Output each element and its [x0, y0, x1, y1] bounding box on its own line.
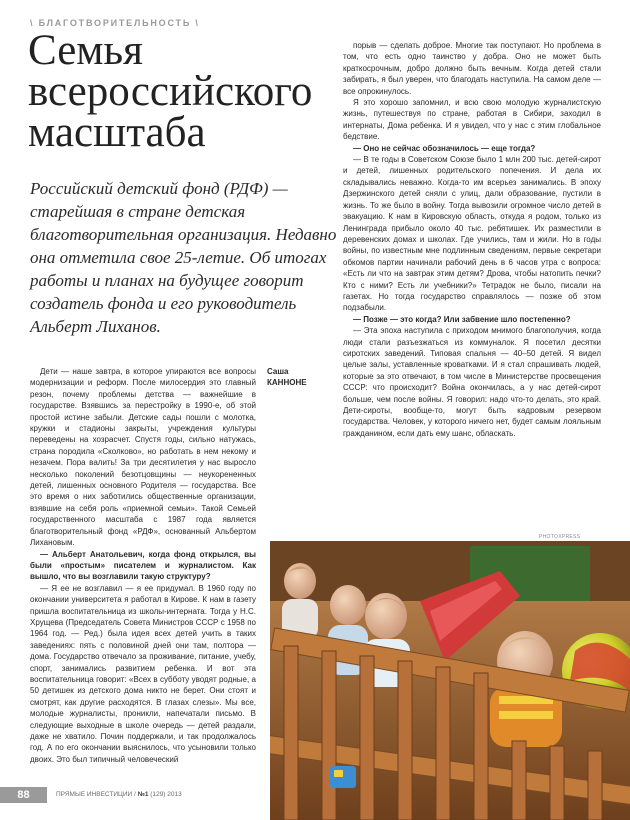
author-byline — [267, 366, 307, 388]
column-right — [343, 40, 601, 439]
issue-number: №1 — [137, 791, 149, 798]
author-last-name: КАННОНЕ — [267, 378, 307, 387]
page-footer — [0, 787, 260, 803]
interview-question: — Позже — это когда? Или забвение шло постепенно? — [353, 314, 571, 324]
body-paragraph: Я это хорошо запомнил, и всю свою молодую журналистскую жизнь, путешествуя по стране, работая в Сибири, заходил в интернаты, Дома ребенка. И я увидел, что у нас с этим глобальное бедствие. — [343, 98, 601, 142]
body-paragraph: — Я ее не возглавил — я ее придумал. В 1960 году по окончании университета я работал в Кирове. К нам в газету пришла воспитательница из школы-интерната. Тогда у Н.С. Хрущева (Председатель Совета Министров СССР с 1958 по 1964 год. — Ред.) была идея всех детей учить в таких заведениях: пять с половиной дней они там, полтора — дома. Государство отвечало за проживание, питание, учебу, спорт, занимались развитием ребенка. И вот эта воспитательница говорит: «Всех в субботу уводят родные, а 50 детишек из детского дома никто не берет. Они стоят и смотрят, как другие расходятся. В глазах слезы». Мы все, молодые журналисты, проникли, напечатали письмо. В следующие выходные в школе очередь — детей раздали, даже не хватило. Почин поддержали, и так продолжалось год. А по его окончании выяснилось, что усыновили только двоих. Это был типичный человеческий — [30, 583, 256, 764]
body-paragraph: порыв — сделать доброе. Многие так поступают. Но проблема в том, что есть одно таинство у добра. Оно не может быть краткосрочным, добро должно быть вечным. Когда детей стали забирать, я был уверен, что благодать наступила. На самом деле — все опрокинулось. — [343, 41, 601, 96]
body-paragraph: — В те годы в Советском Союзе было 1 млн 200 тыс. детей-сирот и детей, лишенных родительского попечения. И дела их складывались неважно. Когда-то им всерьез занимались. В эпоху Дзержинского детей сняли с улиц, дали образование, пустили в жизнь. То же было в войну. Тогда вывозили огромное число детей в эвакуацию. К нам в Кировскую область, откуда я родом, только из Ленинграда прибыло около 40 тыс. ребятишек. Их разместили в деревенских домах и школах. Где учились, там и жили. Но в годы войны, по известным мне подлинным сведениям, первые секретари обкомов партии начинали рабочий день в 6 часов утра с вопроса: «Есть ли что на завтрак этим детям? Дрова, чтобы натопить печки? Кто с ними? Есть ли учебники?» Тетрадок не было, писали на газетах. Но тогда государство справлялось — позже об этом подзабыли. — [343, 155, 601, 313]
body-paragraph: — Эта эпоха наступила с приходом мнимого благополучия, когда люди стали разъезжаться из коммуналок. Я посетил десятки сиротских заведений. Типовая спальня — 40–50 детей. Я видел целые залы, уставленные кроватками. И я стал спрашивать людей, которые за это отвечают, в том числе в Министерстве просвещения СССР: что происходит? Война окончилась, а у нас детей-сирот больше, чем после войны. Я говорил: надо что-то делать, это край. Дети-сироты, вообще-то, могут быть кадровым резервом государства. Человек, у которого ничего нет, будет самым лояльным гражданином, если дать ему шанс, обласкать. — [343, 326, 601, 438]
photo-credit: PHOTOXPRESS — [539, 534, 581, 540]
article-title: Семья всероссийского масштаба — [28, 27, 313, 156]
magazine-name: ПРЯМЫЕ ИНВЕСТИЦИИ / — [56, 791, 136, 798]
column-left — [30, 366, 256, 765]
interview-question: — Альберт Анатольевич, когда фонд открылся, вы были «простым» писателем и журналистом. Как вышло, что вы возглавили такую структуру? — [30, 549, 256, 582]
article-lead: Российский детский фонд (РДФ) — старейшая в стране детская благотворительная организация. Недавно она отметила свое 25-летие. Об итогах работы и планах на будущее говорит создатель фонда и его руководитель Альберт Лиханов. — [30, 179, 337, 336]
interview-question: — Оно не сейчас обозначилось — еще тогда? — [353, 143, 536, 153]
issue-suffix: (129) 2013 — [150, 791, 182, 798]
author-first-name: Саша — [267, 367, 289, 376]
body-paragraph: Дети — наше завтра, в которое упираются все вопросы модернизации и реформ. После милосердия это главный резон, почему проблемы детства — важнейшие в государстве. Взявшись за перестройку в 1990-е, об этой простой истине забыли. Детские сады пошли с молотка, кружки и стадионы закрыты, учреждения культуры переведены на хозрасчет. Спустя годы, сильно натужась, страна породила «Сколково», но работать в нем некому и незачем. Пора валить! За три десятилетия у нас выросло несколько поколений безотцовщины — неукорененных детей, лишенных основного Родителя — государства. Все это время о них заботились общественные организации, взявшие на себя роль «приемной семьи». Такой Семьей государственного масштаба с 1987 года является благотворительный фонд «РДФ», основанный Альбертом Лихановым. — [30, 367, 256, 548]
section-label: \ БЛАГОТВОРИТЕЛЬНОСТЬ \ — [30, 18, 200, 28]
page-number: 88 — [0, 787, 47, 803]
magazine-info — [56, 791, 182, 798]
article-photo — [270, 541, 630, 820]
